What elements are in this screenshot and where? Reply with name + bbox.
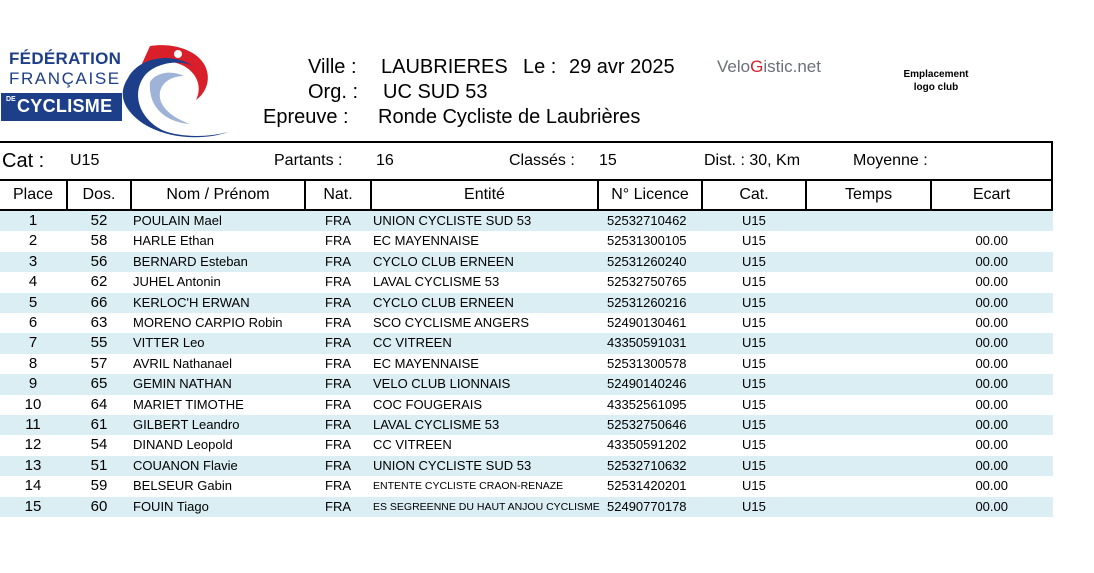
result-ecart: 00.00	[975, 315, 1008, 330]
result-entity: EC MAYENNAISE	[373, 355, 479, 371]
result-dos: 59	[90, 477, 108, 495]
result-entity: ES SEGREENNE DU HAUT ANJOU CYCLISME	[373, 500, 600, 513]
result-licence: 52531260216	[607, 294, 687, 310]
ffc-logo-line3: CYCLISME	[17, 96, 113, 116]
result-ecart: 00.00	[975, 335, 1008, 351]
column-header-cat: Cat.	[701, 181, 805, 209]
ville-label: Ville :	[308, 56, 357, 78]
partants-label: Partants :	[274, 152, 343, 169]
result-entity: CC VITREEN	[373, 335, 452, 351]
column-header-temps: Temps	[805, 181, 930, 209]
column-header-ecart: Ecart	[930, 181, 1053, 209]
result-entity: LAVAL CYCLISME 53	[373, 417, 500, 432]
org-value: UC SUD 53	[383, 81, 488, 103]
result-dos: 63	[90, 314, 108, 331]
result-dos: 62	[90, 273, 108, 291]
result-cat: U15	[742, 274, 766, 290]
result-licence: 52490130461	[607, 315, 687, 330]
result-ecart: 00.00	[975, 233, 1008, 249]
result-place: 6	[28, 314, 38, 331]
result-name: HARLE Ethan	[133, 233, 214, 249]
result-licence: 52490140246	[607, 376, 687, 392]
result-cat: U15	[742, 396, 766, 412]
classes-label: Classés :	[509, 152, 575, 169]
velogistic-brand	[717, 57, 821, 77]
result-nat: FRA	[325, 457, 351, 473]
table-row	[0, 395, 1053, 415]
result-dos: 61	[90, 416, 108, 433]
epreuve-value: Ronde Cycliste de Laubrières	[378, 106, 641, 128]
result-ecart: 00.00	[975, 457, 1008, 473]
result-dos: 60	[90, 497, 108, 515]
table-row	[0, 476, 1053, 496]
result-dos: 56	[90, 252, 108, 270]
result-place: 15	[24, 497, 42, 515]
result-licence: 43350591031	[607, 335, 687, 351]
org-label: Org. :	[308, 81, 359, 103]
result-place: 1	[28, 212, 38, 229]
result-dos: 52	[90, 212, 108, 229]
result-entity: SCO CYCLISME ANGERS	[373, 315, 530, 330]
result-cat: U15	[742, 315, 766, 330]
result-dos: 51	[90, 456, 108, 474]
ville-value: LAUBRIERES	[381, 56, 508, 78]
result-ecart: 00.00	[975, 294, 1008, 310]
result-entity: CC VITREEN	[373, 437, 452, 453]
table-row	[0, 374, 1053, 394]
club-logo-line1: Emplacement	[903, 69, 969, 80]
column-header-licence: N° Licence	[597, 181, 701, 209]
result-nat: FRA	[325, 294, 351, 310]
cat-label: Cat :	[2, 150, 45, 172]
distance-label: Dist. : 30, Km	[704, 152, 801, 169]
table-row	[0, 231, 1053, 251]
result-ecart: 00.00	[975, 498, 1008, 514]
table-row	[0, 415, 1053, 435]
result-cat: U15	[742, 498, 766, 514]
result-ecart: 00.00	[975, 437, 1008, 453]
result-name: BELSEUR Gabin	[133, 478, 232, 494]
result-licence: 43350591202	[607, 437, 687, 453]
result-nat: FRA	[325, 396, 351, 412]
result-dos: 65	[90, 375, 108, 393]
result-nat: FRA	[325, 274, 351, 290]
ffc-logo-de: DE	[6, 96, 16, 103]
result-cat: U15	[742, 253, 766, 269]
table-row	[0, 456, 1053, 476]
result-name: BERNARD Esteban	[133, 253, 248, 269]
result-cat: U15	[742, 457, 766, 473]
result-ecart: 00.00	[975, 355, 1008, 371]
result-entity: CYCLO CLUB ERNEEN	[373, 294, 514, 310]
result-cat: U15	[742, 478, 766, 494]
result-nat: FRA	[325, 376, 351, 392]
result-nat: FRA	[325, 315, 351, 330]
table-row	[0, 333, 1053, 353]
column-header-entite: Entité	[370, 181, 597, 209]
ffc-logo-line1: FÉDÉRATION	[9, 49, 122, 68]
result-place: 13	[24, 456, 42, 474]
brand-part-b: istic.net	[763, 57, 821, 76]
result-nat: FRA	[325, 253, 351, 269]
result-cat: U15	[742, 355, 766, 371]
result-licence: 52490770178	[607, 498, 687, 514]
cat-value: U15	[70, 152, 100, 169]
result-ecart: 00.00	[975, 274, 1008, 290]
table-row	[0, 293, 1053, 313]
date-label: Le :	[523, 56, 557, 78]
classes-value: 15	[599, 152, 617, 169]
result-nat: FRA	[325, 437, 351, 453]
result-place: 3	[28, 252, 38, 270]
result-licence: 52531420201	[607, 478, 687, 494]
column-header-dos: Dos.	[66, 181, 130, 209]
result-entity: EC MAYENNAISE	[373, 233, 479, 249]
result-dos: 54	[90, 436, 108, 454]
club-logo-line2: logo club	[913, 82, 959, 93]
result-ecart: 00.00	[975, 396, 1008, 412]
result-entity: ENTENTE CYCLISTE CRAON-RENAZE	[373, 480, 564, 493]
result-name: DINAND Leopold	[133, 437, 233, 453]
result-name: GEMIN NATHAN	[133, 376, 232, 392]
club-logo-placeholder	[884, 68, 988, 94]
result-name: POULAIN Mael	[133, 213, 222, 228]
result-place: 9	[28, 375, 38, 393]
result-nat: FRA	[325, 498, 351, 514]
result-entity: LAVAL CYCLISME 53	[373, 274, 500, 290]
result-nat: FRA	[325, 355, 351, 371]
result-cat: U15	[742, 213, 766, 228]
result-name: KERLOC'H ERWAN	[133, 294, 250, 310]
table-row	[0, 272, 1053, 292]
result-name: VITTER Leo	[133, 335, 205, 351]
result-place: 5	[28, 293, 38, 311]
result-dos: 57	[90, 354, 108, 372]
result-entity: UNION CYCLISTE SUD 53	[373, 213, 532, 228]
brand-part-g: G	[750, 57, 764, 76]
result-entity: CYCLO CLUB ERNEEN	[373, 253, 514, 269]
result-nat: FRA	[325, 335, 351, 351]
brand-part-a: Velo	[717, 57, 751, 76]
partants-value: 16	[376, 152, 394, 169]
result-dos: 58	[90, 232, 108, 250]
result-nat: FRA	[325, 233, 351, 249]
result-ecart: 00.00	[975, 478, 1008, 494]
result-name: GILBERT Leandro	[133, 417, 240, 432]
result-place: 11	[25, 416, 41, 433]
result-cat: U15	[742, 417, 766, 432]
result-dos: 64	[90, 395, 108, 413]
result-licence: 52532750646	[607, 417, 687, 432]
result-place: 14	[24, 477, 42, 495]
result-licence: 52531300578	[607, 355, 687, 371]
result-nat: FRA	[325, 478, 351, 494]
result-entity: COC FOUGERAIS	[373, 396, 483, 412]
date-value: 29 avr 2025	[569, 56, 675, 78]
result-place: 8	[28, 354, 38, 372]
result-name: FOUIN Tiago	[133, 498, 209, 514]
result-ecart: 00.00	[975, 417, 1008, 432]
moyenne-label: Moyenne :	[853, 152, 928, 169]
result-place: 10	[24, 395, 42, 413]
result-entity: UNION CYCLISTE SUD 53	[373, 457, 532, 473]
column-header-place: Place	[12, 186, 54, 203]
result-name: MARIET TIMOTHE	[133, 396, 244, 412]
result-licence: 52531260240	[607, 253, 687, 269]
result-place: 12	[24, 436, 42, 454]
result-licence: 52532750765	[607, 274, 687, 290]
table-row	[0, 211, 1053, 231]
result-ecart: 00.00	[975, 253, 1008, 269]
ffc-logo-line2: FRANÇAISE	[9, 69, 121, 88]
result-cat: U15	[742, 376, 766, 392]
result-name: MORENO CARPIO Robin	[133, 315, 283, 330]
result-nat: FRA	[325, 417, 351, 432]
result-place: 7	[28, 334, 38, 352]
table-row	[0, 313, 1053, 333]
result-cat: U15	[742, 437, 766, 453]
result-cat: U15	[742, 294, 766, 310]
result-dos: 66	[90, 293, 108, 311]
result-licence: 52531300105	[607, 233, 687, 249]
result-place: 4	[28, 273, 38, 291]
table-row	[0, 354, 1053, 374]
result-entity: VELO CLUB LIONNAIS	[373, 376, 511, 392]
result-name: JUHEL Antonin	[133, 274, 221, 290]
result-licence: 52532710632	[607, 457, 687, 473]
result-licence: 43352561095	[607, 396, 687, 412]
result-ecart	[940, 211, 1008, 231]
result-nat: FRA	[325, 213, 351, 228]
result-ecart: 00.00	[975, 376, 1008, 392]
result-place: 2	[28, 232, 38, 250]
table-row	[0, 435, 1053, 455]
table-row	[0, 252, 1053, 272]
result-cat: U15	[742, 335, 766, 351]
result-dos: 55	[90, 334, 108, 352]
column-header-nat: Nat.	[304, 181, 370, 209]
table-row	[0, 497, 1053, 517]
epreuve-label: Epreuve :	[263, 106, 349, 128]
result-name: COUANON Flavie	[133, 457, 238, 473]
column-header-nom: Nom / Prénom	[130, 181, 304, 209]
result-cat: U15	[742, 233, 766, 249]
result-name: AVRIL Nathanael	[133, 355, 233, 371]
result-licence: 52532710462	[607, 213, 687, 228]
